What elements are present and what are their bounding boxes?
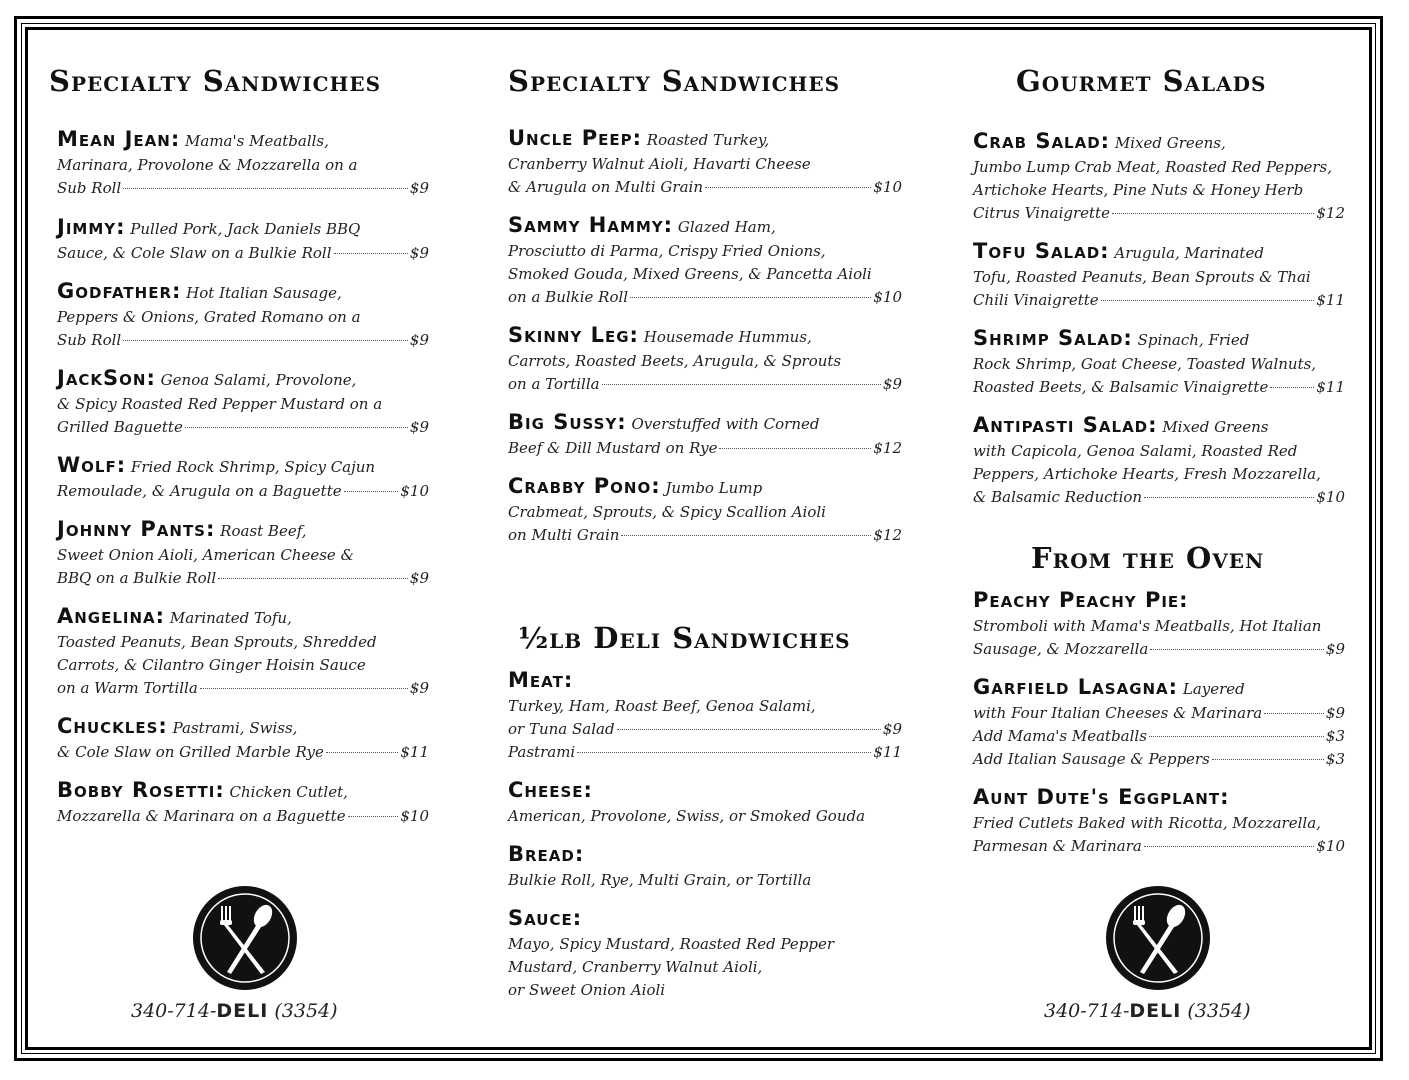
price-line	[973, 835, 1345, 858]
item-description: Chicken Cutlet,	[229, 783, 348, 801]
item-heading-line	[973, 589, 1345, 615]
item-line	[973, 130, 1345, 156]
item-description: Roast Beef,	[220, 522, 307, 540]
leader-dots	[344, 490, 399, 492]
item-description: Bulkie Roll, Rye, Multi Grain, or Tortilla	[508, 871, 812, 889]
leader-dots	[630, 296, 871, 298]
item-line	[973, 327, 1345, 353]
item-description: Tofu, Roasted Peanuts, Bean Sprouts & Thai	[973, 268, 1311, 286]
price-line	[57, 677, 429, 700]
menu-item	[973, 676, 1345, 771]
item-line	[57, 654, 429, 677]
item-price: $11	[1316, 291, 1345, 309]
phone-prefix: 340-714-	[1044, 1000, 1130, 1022]
item-name: Godfather:	[57, 279, 182, 303]
price-line	[973, 486, 1345, 509]
menu-item	[57, 454, 429, 503]
oven-heading: From the Oven	[1031, 541, 1265, 575]
item-name: Meat:	[508, 668, 574, 692]
item-description: American, Provolone, Swiss, or Smoked Gouda	[508, 807, 866, 825]
item-line	[508, 956, 902, 979]
price-line	[508, 286, 902, 309]
item-line	[508, 153, 902, 176]
menu-item	[508, 411, 902, 460]
item-price: $9	[409, 331, 429, 349]
leader-dots	[326, 751, 399, 753]
item-price: $3	[1325, 750, 1345, 768]
item-description: on a Tortilla	[508, 375, 600, 393]
leader-dots	[200, 687, 408, 689]
deli-heading: ½lb Deli Sandwiches	[518, 621, 851, 655]
item-description: Carrots, Roasted Beets, Arugula, & Sprouts	[508, 352, 842, 370]
item-price: $9	[1325, 640, 1345, 658]
item-description: Rock Shrimp, Goat Cheese, Toasted Walnuts,	[973, 355, 1317, 373]
price-line	[973, 376, 1345, 399]
item-description: Arugula, Marinated	[1114, 244, 1264, 262]
item-description: & Spicy Roasted Red Pepper Mustard on a	[57, 395, 383, 413]
item-description: Pastrami, Swiss,	[172, 719, 298, 737]
item-price: $12	[1316, 204, 1345, 222]
item-description: Add Mama's Meatballs	[973, 727, 1147, 745]
fork-and-spoon-icon	[193, 886, 297, 990]
item-description: Mustard, Cranberry Walnut Aioli,	[508, 958, 763, 976]
item-description: Peppers, Artichoke Hearts, Fresh Mozzarella,	[973, 465, 1321, 483]
leader-dots	[705, 186, 871, 188]
item-name: Sauce:	[508, 906, 583, 930]
item-description: Sauce, & Cole Slaw on a Bulkie Roll	[57, 244, 332, 262]
item-name: Johnny Pants:	[57, 517, 216, 541]
menu-item	[508, 127, 902, 199]
item-description: Pulled Pork, Jack Daniels BBQ	[130, 220, 361, 238]
item-name: Cheese:	[508, 778, 593, 802]
item-description: Spinach, Fried	[1137, 331, 1250, 349]
price-line	[57, 242, 429, 265]
price-line	[973, 725, 1345, 748]
item-description: Grilled Baguette	[57, 418, 183, 436]
leader-dots	[185, 426, 408, 428]
item-price: $9	[409, 179, 429, 197]
leader-dots	[1112, 212, 1314, 214]
item-description: Peppers & Onions, Grated Romano on a	[57, 308, 361, 326]
menu-item	[508, 324, 902, 396]
price-line	[57, 741, 429, 764]
item-price: $9	[409, 244, 429, 262]
fork-and-spoon-icon	[1106, 886, 1210, 990]
item-description: Layered	[1182, 680, 1245, 698]
item-heading-line	[973, 676, 1345, 702]
item-line	[508, 933, 902, 956]
item-name: Wolf:	[57, 453, 127, 477]
leader-dots	[1144, 496, 1314, 498]
item-description: Turkey, Ham, Roast Beef, Genoa Salami,	[508, 697, 816, 715]
item-heading-line	[508, 843, 902, 869]
menu-item	[57, 128, 429, 200]
item-description: Citrus Vinaigrette	[973, 204, 1110, 222]
item-name: Mean Jean:	[57, 127, 181, 151]
item-description: Roasted Turkey,	[646, 131, 770, 149]
item-line	[57, 216, 429, 242]
item-line	[508, 127, 902, 153]
item-description: Jumbo Lump	[665, 479, 763, 497]
item-line	[57, 715, 429, 741]
menu-item	[57, 518, 429, 590]
item-line	[57, 779, 429, 805]
price-line	[57, 805, 429, 828]
item-description: Genoa Salami, Provolone,	[160, 371, 357, 389]
item-description: Parmesan & Marinara	[973, 837, 1142, 855]
leader-dots	[218, 577, 408, 579]
item-price: $3	[1325, 727, 1345, 745]
item-description: Pastrami	[508, 743, 576, 761]
item-line	[973, 440, 1345, 463]
item-description: Cranberry Walnut Aioli, Havarti Cheese	[508, 155, 811, 173]
item-description: Crabmeat, Sprouts, & Spicy Scallion Aioli	[508, 503, 826, 521]
item-description: Marinated Tofu,	[169, 609, 292, 627]
item-line	[57, 605, 429, 631]
item-description: Fried Cutlets Baked with Ricotta, Mozzarella,	[973, 814, 1321, 832]
item-description: & Arugula on Multi Grain	[508, 178, 703, 196]
phone-suffix: (3354)	[268, 1000, 338, 1022]
item-name: Shrimp Salad:	[973, 326, 1133, 350]
menu-item	[508, 669, 902, 764]
item-price: $11	[873, 743, 902, 761]
item-price: $9	[409, 418, 429, 436]
item-line	[508, 979, 902, 1002]
item-heading-line	[973, 786, 1345, 812]
item-name: Big Sussy:	[508, 410, 627, 434]
item-price: $12	[873, 526, 902, 544]
menu-item	[57, 779, 429, 828]
phone-number	[131, 1000, 338, 1022]
price-line	[973, 289, 1345, 312]
leader-dots	[1212, 758, 1324, 760]
item-description: Sub Roll	[57, 179, 122, 197]
item-name: Tofu Salad:	[973, 239, 1110, 263]
item-line	[973, 812, 1345, 835]
item-name: Chuckles:	[57, 714, 168, 738]
item-name: Bread:	[508, 842, 585, 866]
item-line	[508, 695, 902, 718]
leader-dots	[334, 252, 408, 254]
leader-dots	[123, 339, 408, 341]
menu-item	[508, 843, 902, 892]
item-name: Angelina:	[57, 604, 166, 628]
item-name: Antipasti Salad:	[973, 413, 1158, 437]
item-price: $12	[873, 439, 902, 457]
item-line	[973, 615, 1345, 638]
item-description: on Multi Grain	[508, 526, 620, 544]
item-description: Mayo, Spicy Mustard, Roasted Red Pepper	[508, 935, 834, 953]
item-description: Mozzarella & Marinara on a Baguette	[57, 807, 346, 825]
leader-dots	[348, 815, 399, 817]
item-description: & Cole Slaw on Grilled Marble Rye	[57, 743, 324, 761]
item-heading-line	[508, 907, 902, 933]
item-name: Crabby Pono:	[508, 474, 661, 498]
item-price: $10	[400, 807, 429, 825]
item-description: & Balsamic Reduction	[973, 488, 1143, 506]
leader-dots	[602, 383, 881, 385]
item-description: on a Bulkie Roll	[508, 288, 629, 306]
item-description: Overstuffed with Corned	[631, 415, 820, 433]
menu-item	[973, 414, 1345, 509]
leader-dots	[1144, 845, 1315, 847]
item-line	[57, 306, 429, 329]
menu-item	[508, 907, 902, 1002]
price-line	[973, 638, 1345, 661]
menu-item	[508, 214, 902, 309]
item-line	[57, 154, 429, 177]
menu-item	[508, 475, 902, 547]
item-description: with Four Italian Cheeses & Marinara	[973, 704, 1263, 722]
item-price: $9	[882, 375, 902, 393]
item-line	[57, 518, 429, 544]
item-description: BBQ on a Bulkie Roll	[57, 569, 217, 587]
item-price: $10	[400, 482, 429, 500]
section-heading: Specialty Sandwiches	[508, 64, 841, 98]
leader-dots	[621, 534, 871, 536]
item-description: Glazed Ham,	[677, 218, 776, 236]
item-name: Crab Salad:	[973, 129, 1111, 153]
item-line	[508, 350, 902, 373]
item-description: Sub Roll	[57, 331, 122, 349]
menu-item	[57, 715, 429, 764]
section-heading: Gourmet Salads	[1016, 64, 1267, 98]
leader-dots	[617, 728, 881, 730]
item-line	[973, 353, 1345, 376]
item-name: Skinny Leg:	[508, 323, 639, 347]
item-name: Aunt Dute's Eggplant:	[973, 785, 1230, 809]
item-line	[973, 240, 1345, 266]
price-line	[57, 416, 429, 439]
item-name: Uncle Peep:	[508, 126, 643, 150]
item-name: Sammy Hammy:	[508, 213, 674, 237]
price-line	[973, 702, 1345, 725]
menu-item	[973, 589, 1345, 661]
item-price: $10	[873, 178, 902, 196]
phone-prefix: 340-714-	[131, 1000, 217, 1022]
price-line	[508, 741, 902, 764]
price-line	[508, 524, 902, 547]
item-description: with Capicola, Genoa Salami, Roasted Red	[973, 442, 1298, 460]
item-description: Mama's Meatballs,	[185, 132, 329, 150]
price-line	[57, 177, 429, 200]
item-description: Smoked Gouda, Mixed Greens, & Pancetta Aioli	[508, 265, 872, 283]
leader-dots	[1270, 386, 1314, 388]
item-name: Jimmy:	[57, 215, 126, 239]
item-price: $11	[1316, 378, 1345, 396]
item-description: Toasted Peanuts, Bean Sprouts, Shredded	[57, 633, 377, 651]
item-description: or Tuna Salad	[508, 720, 615, 738]
phone-number	[1044, 1000, 1251, 1022]
item-price: $10	[873, 288, 902, 306]
item-line	[57, 393, 429, 416]
price-line	[508, 718, 902, 741]
item-heading-line	[508, 669, 902, 695]
price-line	[508, 373, 902, 396]
item-price: $9	[409, 679, 429, 697]
item-description: Mixed Greens,	[1114, 134, 1226, 152]
leader-dots	[1264, 712, 1324, 714]
item-line	[973, 156, 1345, 179]
leader-dots	[1101, 299, 1315, 301]
item-line	[973, 179, 1345, 202]
item-line	[508, 240, 902, 263]
item-price: $10	[1316, 488, 1345, 506]
item-description: Sausage, & Mozzarella	[973, 640, 1149, 658]
item-price: $9	[1325, 704, 1345, 722]
item-line	[508, 324, 902, 350]
item-description: Remoulade, & Arugula on a Baguette	[57, 482, 342, 500]
item-line	[508, 501, 902, 524]
price-line	[973, 202, 1345, 225]
item-description: Marinara, Provolone & Mozzarella on a	[57, 156, 358, 174]
item-description: Add Italian Sausage & Peppers	[973, 750, 1210, 768]
menu-item	[973, 130, 1345, 225]
price-line	[57, 480, 429, 503]
leader-dots	[1149, 735, 1324, 737]
item-price: $9	[409, 569, 429, 587]
item-name: Bobby Rosetti:	[57, 778, 225, 802]
item-description: Roasted Beets, & Balsamic Vinaigrette	[973, 378, 1269, 396]
leader-dots	[719, 447, 871, 449]
item-description: Stromboli with Mama's Meatballs, Hot Italian	[973, 617, 1322, 635]
menu-item	[508, 779, 902, 828]
item-line	[508, 869, 902, 892]
phone-bold: DELI	[1129, 1000, 1182, 1022]
item-price: $9	[882, 720, 902, 738]
item-line	[508, 475, 902, 501]
price-line	[57, 567, 429, 590]
item-line	[508, 214, 902, 240]
item-name: Peachy Peachy Pie:	[973, 588, 1189, 612]
item-description: Hot Italian Sausage,	[186, 284, 342, 302]
item-description: Housemade Hummus,	[643, 328, 812, 346]
menu-item	[57, 367, 429, 439]
price-line	[57, 329, 429, 352]
menu-item	[973, 786, 1345, 858]
item-line	[57, 544, 429, 567]
item-name: Garfield Lasagna:	[973, 675, 1179, 699]
price-line	[508, 437, 902, 460]
item-description: Artichoke Hearts, Pine Nuts & Honey Herb	[973, 181, 1304, 199]
menu-item	[973, 240, 1345, 312]
item-description: Fried Rock Shrimp, Spicy Cajun	[130, 458, 376, 476]
item-description: Prosciutto di Parma, Crispy Fried Onions,	[508, 242, 826, 260]
item-line	[57, 367, 429, 393]
item-line	[57, 454, 429, 480]
item-price: $11	[400, 743, 429, 761]
item-description: Beef & Dill Mustard on Rye	[508, 439, 718, 457]
item-description: Jumbo Lump Crab Meat, Roasted Red Peppers,	[973, 158, 1333, 176]
item-description: Carrots, & Cilantro Ginger Hoisin Sauce	[57, 656, 366, 674]
leader-dots	[123, 187, 408, 189]
item-line	[973, 414, 1345, 440]
price-line	[508, 176, 902, 199]
item-line	[57, 280, 429, 306]
item-description: on a Warm Tortilla	[57, 679, 198, 697]
item-line	[508, 411, 902, 437]
item-description: Chili Vinaigrette	[973, 291, 1099, 309]
item-line	[508, 263, 902, 286]
menu-item	[57, 605, 429, 700]
menu-item	[973, 327, 1345, 399]
item-line	[57, 631, 429, 654]
item-price: $10	[1316, 837, 1345, 855]
item-line	[508, 805, 902, 828]
phone-suffix: (3354)	[1181, 1000, 1251, 1022]
leader-dots	[577, 751, 871, 753]
item-heading-line	[508, 779, 902, 805]
menu-item	[57, 216, 429, 265]
section-heading: Specialty Sandwiches	[49, 64, 382, 98]
item-description: Mixed Greens	[1162, 418, 1269, 436]
item-name: JackSon:	[57, 366, 156, 390]
price-line	[973, 748, 1345, 771]
phone-bold: DELI	[216, 1000, 269, 1022]
item-line	[973, 266, 1345, 289]
item-description: or Sweet Onion Aioli	[508, 981, 666, 999]
item-line	[57, 128, 429, 154]
leader-dots	[1150, 648, 1324, 650]
item-description: Sweet Onion Aioli, American Cheese &	[57, 546, 354, 564]
menu-item	[57, 280, 429, 352]
item-line	[973, 463, 1345, 486]
